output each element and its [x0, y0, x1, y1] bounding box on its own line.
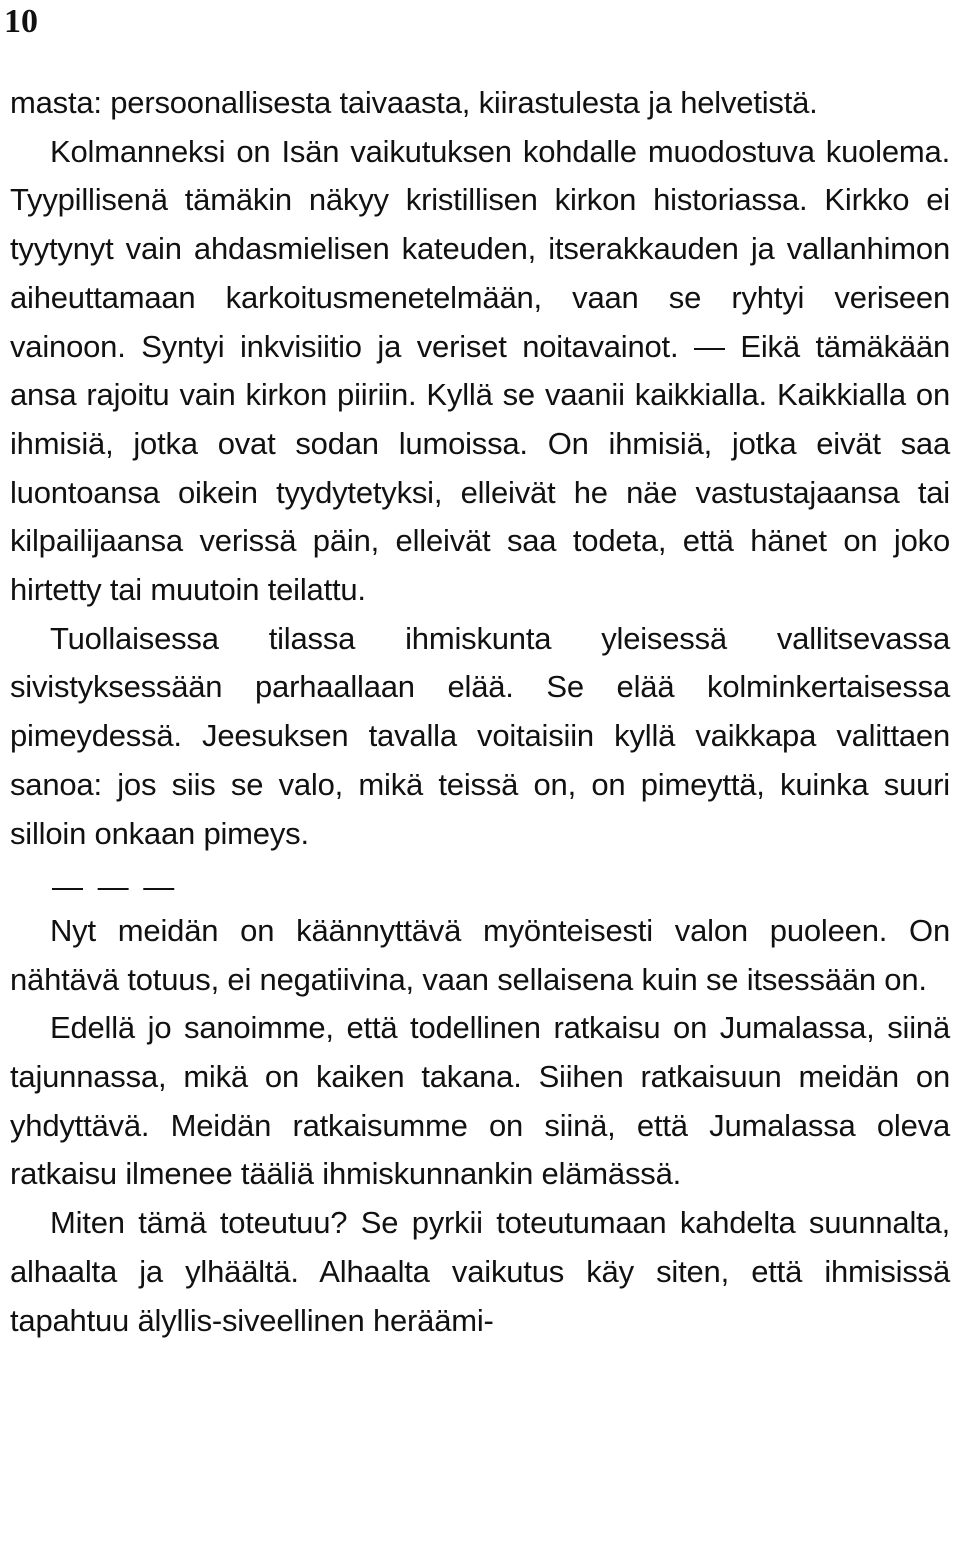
paragraph: Edellä jo sanoimme, että todellinen ratkaisu on Jumalassa, siinä tajunnassa, mikä on kaiken takana. Siihen ratkaisuun meidän on yhdyttävä. Meidän ratkaisumme on siinä, että Jumalassa oleva ratkaisu ilmenee tääliä ihmiskunnankin elämässä. [10, 1010, 950, 1192]
paragraph: Nyt meidän on käännyttävä myönteisesti valon puoleen. On nähtävä totuus, ei negatiivina, vaan sellaisena kuin se itsessään on. [10, 912, 950, 997]
paragraph-continuation: masta: persoonallisesta taivaasta, kiirastulesta ja helvetistä. [10, 85, 818, 120]
page-number: 10 [4, 3, 38, 40]
paragraph: Kolmanneksi on Isän vaikutuksen kohdalle muodostuva kuolema. Tyypillisenä tämäkin näkyy kristillisen kirkon historiassa. Kirkko ei tyytynyt vain ahdasmielisen kateuden, itserakkauden ja vallanhimon aiheuttamaan karkoitusmenetelmään, vaan se ryhtyi veriseen vainoon. Syntyi inkvisiitio ja veriset noitavainot. — Eikä tämäkään ansa rajoitu vain kirkon piiriin. Kyllä se vaanii kaikkialla. Kaikkialla on ihmisiä, jotka ovat sodan lumoissa. On ihmisiä, jotka eivät saa luontoansa oikein tyydytetyksi, elleivät he näe vastustajaansa tai kilpailijaansa verissä päin, elleivät saa todeta, että hänet on joko hirtetty tai muutoin teilattu. [10, 133, 950, 608]
paragraph: Tuollaisessa tilassa ihmiskunta yleisessä vallitsevassa sivistyksessään parhaallaan elää. Se elää kolminkertaisessa pimeydessä. Jeesuksen tavalla voitaisiin kyllä vaikkapa valittaen sanoa: jos siis se valo, mikä teissä on, on pimeyttä, kuinka suuri silloin onkaan pimeys. [10, 620, 950, 851]
body-text [10, 79, 950, 1345]
section-separator [10, 858, 950, 907]
paragraph: Miten tämä toteutuu? Se pyrkii toteutumaan kahdelta suunnalta, alhaalta ja ylhäältä. Alhaalta vaikutus käy siten, että ihmisissä tapahtuu älyllis-siveellinen heräämi- [10, 1205, 950, 1338]
separator-dashes: — — — [52, 869, 178, 905]
